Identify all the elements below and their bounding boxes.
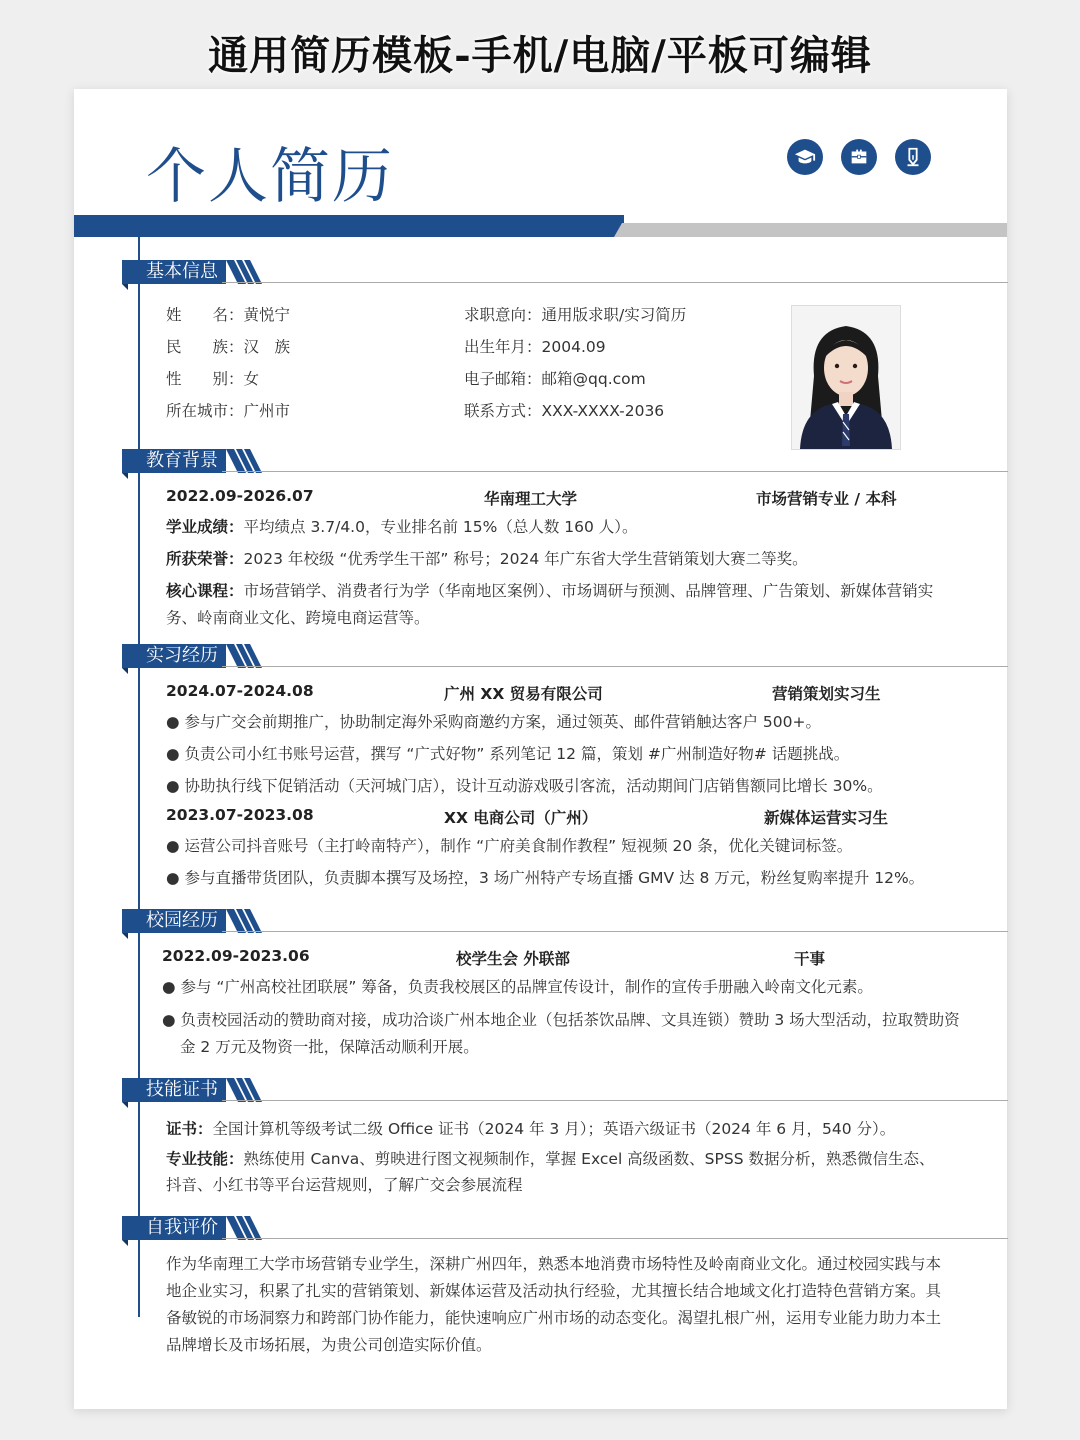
intern2-company: XX 电商公司（广州） (444, 809, 598, 827)
header-bar-gray (614, 223, 1007, 237)
pro-value: 熟练使用 Canva、剪映进行图文视频制作，掌握 Excel 高级函数、SPSS 数据分析，熟悉微信生态、抖音、小红书等平台运营规则，了解广交会参展流程 (166, 1150, 935, 1194)
pen-icon (895, 139, 931, 175)
email-label: 电子邮箱： (464, 370, 542, 388)
list-item: ● 负责校园活动的赞助商对接，成功洽谈广州本地企业（包括茶饮品牌、文具连锁）赞助 3 场大型活动，拉取赞助资金 2 万元及物资一批，保障活动顺利开展。 (162, 1011, 960, 1056)
list-item: ● 参与 “广州高校社团联展” 筹备，负责我校展区的品牌宣传设计，制作的宣传手册融入岭南文化元素。 (162, 978, 873, 996)
birth-label: 出生年月： (464, 338, 542, 356)
edu-courses (166, 578, 946, 632)
edu-school: 华南理工大学 (484, 490, 578, 508)
header-bar-blue (74, 215, 624, 237)
bullet-text: 参与直播带货团队，负责脚本撰写及场控，3 场广州特产专场直播 GMV 达 8 万元，粉丝复购率提升 12%。 (184, 869, 925, 887)
section-divider (222, 471, 1008, 472)
name-value: 黄悦宁 (243, 306, 291, 324)
bullet-text: 参与 “广州高校社团联展” 筹备，负责我校展区的品牌宣传设计，制作的宣传手册融入岭南文化元素。 (180, 978, 873, 996)
intern2-role: 新媒体运营实习生 (764, 809, 889, 827)
edu-grades (166, 515, 638, 537)
honors-value: 2023 年校级 “优秀学生干部” 称号；2024 年广东省大学生营销策划大赛二等奖。 (243, 550, 808, 568)
profile-photo (791, 305, 901, 450)
city-label: 所在城市： (166, 402, 244, 420)
gender-label: 性 别： (166, 370, 244, 388)
phone-row (464, 399, 664, 421)
intent-label: 求职意向： (464, 306, 542, 324)
email-row (464, 367, 646, 389)
section-stripes-icon (226, 1078, 270, 1102)
gender-row (166, 367, 259, 389)
section-title: 基本信息 (122, 260, 226, 284)
birth-row (464, 335, 606, 357)
skills-pro (166, 1146, 946, 1198)
intern1-period: 2024.07-2024.08 (166, 682, 314, 700)
self-evaluation: 作为华南理工大学市场营销专业学生，深耕广州四年，熟悉本地消费市场特性及岭南商业文化。通过校园实践与本地企业实习，积累了扎实的营销策划、新媒体运营及活动执行经验，尤其擅长结合地域文化打造特色营销方案。具备敏锐的市场洞察力和跨部门协作能力，能快速响应广州市场的动态变化。渴望扎根广州，运用专业能力助力本土品牌增长及市场拓展，为贵公司创造实际价值。 (166, 1255, 942, 1354)
intent-row (464, 303, 686, 325)
section-stripes-icon (226, 260, 270, 284)
ethnic-row (166, 335, 290, 357)
courses-label: 核心课程： (166, 582, 244, 600)
pro-label: 专业技能： (166, 1150, 244, 1168)
section-stripes-icon (226, 909, 270, 933)
bullet-text: 负责公司小红书账号运营，撰写 “广式好物” 系列笔记 12 篇，策划 #广州制造好物# 话题挑战。 (184, 745, 850, 763)
cert-value: 全国计算机等级考试二级 Office 证书（2024 年 3 月）；英语六级证书（2024 年 6 月，540 分）。 (212, 1120, 896, 1138)
phone-label: 联系方式： (464, 402, 542, 420)
section-stripes-icon (226, 449, 270, 473)
ethnic-label: 民 族： (166, 338, 244, 356)
campus-role: 干事 (794, 950, 826, 968)
birth-value: 2004.09 (541, 338, 606, 356)
list-item: ● 参与直播带货团队，负责脚本撰写及场控，3 场广州特产专场直播 GMV 达 8 万元，粉丝复购率提升 12%。 (166, 869, 925, 887)
name-label: 姓 名： (166, 306, 244, 324)
section-title: 自我评价 (122, 1216, 226, 1240)
list-item: ● 运营公司抖音账号（主打岭南特产），制作 “广府美食制作教程” 短视频 20 条，优化关键词标签。 (166, 837, 853, 855)
list-item: ● 协助执行线下促销活动（天河城门店），设计互动游戏吸引客流，活动期间门店销售额同比增长 30%。 (166, 777, 883, 795)
skills-cert (166, 1117, 895, 1139)
grades-value: 平均绩点 3.7/4.0，专业排名前 15%（总人数 160 人）。 (243, 518, 638, 536)
list-item: ● 参与广交会前期推广，协助制定海外采购商邀约方案，通过领英、邮件营销触达客户 500+。 (166, 713, 821, 731)
timeline-line (138, 237, 140, 1317)
section-divider (222, 282, 1008, 283)
gender-value: 女 (243, 370, 260, 388)
campus-period: 2022.09-2023.06 (162, 947, 310, 965)
bullet-text: 运营公司抖音账号（主打岭南特产），制作 “广府美食制作教程” 短视频 20 条，优化关键词标签。 (184, 837, 853, 855)
section-title: 技能证书 (122, 1078, 226, 1102)
section-divider (222, 1238, 1008, 1239)
ethnic-value: 汉 族 (243, 338, 291, 356)
intern1-role: 营销策划实习生 (772, 685, 881, 703)
courses-value: 市场营销学、消费者行为学（华南地区案例）、市场调研与预测、品牌管理、广告策划、新媒体营销实务、岭南商业文化、跨境电商运营等。 (166, 582, 934, 627)
intent-value: 通用版求职/实习简历 (541, 306, 687, 324)
section-title: 教育背景 (122, 449, 226, 473)
edu-major: 市场营销专业 / 本科 (756, 490, 897, 508)
email-value: 邮箱@qq.com (541, 370, 646, 388)
section-title: 实习经历 (122, 644, 226, 668)
section-divider (222, 666, 1008, 667)
section-divider (222, 1100, 1008, 1101)
resume-title: 个人简历 (146, 142, 394, 212)
name-row (166, 303, 290, 325)
city-row (166, 399, 290, 421)
section-title: 校园经历 (122, 909, 226, 933)
cert-label: 证书： (166, 1120, 213, 1138)
bullet-text: 参与广交会前期推广，协助制定海外采购商邀约方案，通过领英、邮件营销触达客户 500+。 (184, 713, 821, 731)
phone-value: XXX-XXXX-2036 (541, 402, 665, 420)
list-item: ● 负责公司小红书账号运营，撰写 “广式好物” 系列笔记 12 篇，策划 #广州制造好物# 话题挑战。 (166, 745, 850, 763)
city-value: 广州市 (243, 402, 291, 420)
resume-page (74, 89, 1007, 1409)
section-stripes-icon (226, 644, 270, 668)
banner-title: 通用简历模板-手机/电脑/平板可编辑 (208, 32, 872, 79)
intern2-period: 2023.07-2023.08 (166, 806, 314, 824)
intern1-company: 广州 XX 贸易有限公司 (444, 685, 603, 703)
bullet-text: 协助执行线下促销活动（天河城门店），设计互动游戏吸引客流，活动期间门店销售额同比增长 30%。 (184, 777, 883, 795)
grades-label: 学业成绩： (166, 518, 244, 536)
bullet-text: 负责校园活动的赞助商对接，成功洽谈广州本地企业（包括茶饮品牌、文具连锁）赞助 3 场大型活动，拉取赞助资金 2 万元及物资一批，保障活动顺利开展。 (180, 1011, 960, 1056)
top-banner (0, 0, 1080, 88)
graduation-cap-icon (787, 139, 823, 175)
campus-org: 校学生会 外联部 (456, 950, 570, 968)
section-divider (222, 931, 1008, 932)
honors-label: 所获荣誉： (166, 550, 244, 568)
edu-period: 2022.09-2026.07 (166, 487, 314, 505)
edu-honors (166, 547, 808, 569)
section-stripes-icon (226, 1216, 270, 1240)
briefcase-icon (841, 139, 877, 175)
